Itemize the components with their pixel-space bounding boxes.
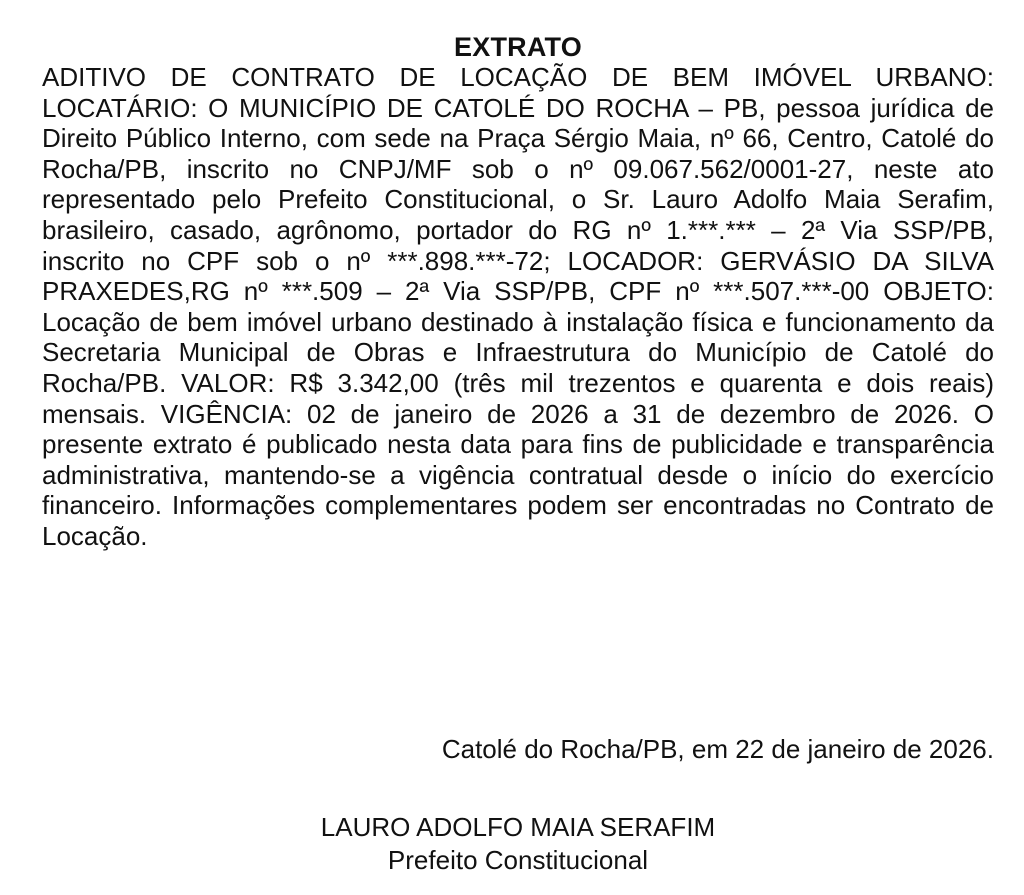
document-extract [42,32,994,875]
document-body: ADITIVO DE CONTRATO DE LOCAÇÃO DE BEM IMÓVEL URBANO: LOCATÁRIO: O MUNICÍPIO DE CATOLÉ DO ROCHA – PB, pessoa jurídica de Direito Público Interno, com sede na Praça Sérgio Maia, nº 66, Centro, Catolé do Rocha/PB, inscrito no CNPJ/MF sob o nº 09.067.562/0001-27, neste ato representado pelo Prefeito Constitucional, o Sr. Lauro Adolfo Maia Serafim, brasileiro, casado, agrônomo, portador do RG nº 1.***.*** – 2ª Via SSP/PB, inscrito no CPF sob o nº ***.898.***-72; LOCADOR: GERVÁSIO DA SILVA PRAXEDES,RG nº ***.509 – 2ª Via SSP/PB, CPF nº ***.507.***-00 OBJETO: Locação de bem imóvel urbano destinado à instalação física e funcionamento da Secretaria Municipal de Obras e Infraestrutura do Município de Catolé do Rocha/PB. VALOR: R$ 3.342,00 (três mil trezentos e quarenta e dois reais) mensais. VIGÊNCIA: 02 de janeiro de 2026 a 31 de dezembro de 2026. O presente extrato é publicado nesta data para fins de publicidade e transparência administrativa, mantendo-se a vigência contratual desde o início do exercício financeiro. Informações complementares podem ser encontradas no Contrato de Locação. [42,62,994,551]
signatory-role: Prefeito Constitucional [387,845,649,875]
place-and-date: Catolé do Rocha/PB, em 22 de janeiro de 2026. [441,734,994,764]
signatory-name: LAURO ADOLFO MAIA SERAFIM [320,812,716,842]
document-title: EXTRATO [454,32,582,62]
